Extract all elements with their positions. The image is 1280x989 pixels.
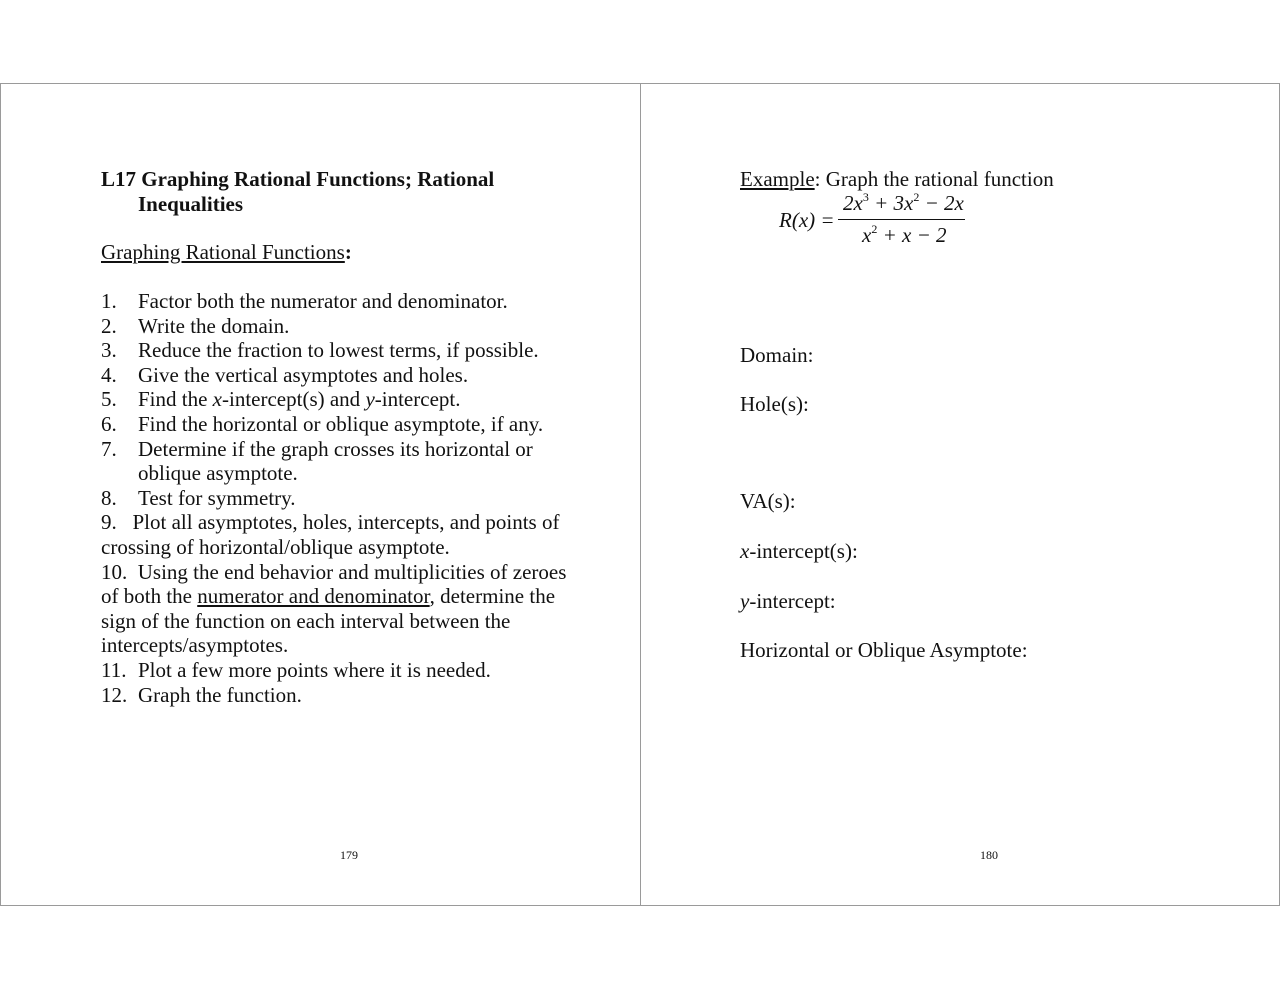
- step-number: 11.: [101, 657, 127, 682]
- underlined-phrase: numerator and denominator: [197, 584, 430, 609]
- section-heading-colon: :: [344, 240, 352, 264]
- step-number: 6.: [101, 411, 117, 436]
- step-text: Plot a few more points where it is needed.: [138, 657, 491, 682]
- y-variable: y: [740, 589, 750, 613]
- steps-list: [101, 289, 581, 707]
- step-text: Give the vertical asymptotes and holes.: [138, 362, 469, 387]
- domain-label: Domain:: [740, 343, 814, 367]
- term: + 3x: [868, 191, 914, 215]
- step-text: Write the domain.: [138, 313, 290, 338]
- y-intercept-label: [740, 589, 836, 614]
- step-number: 7.: [101, 436, 117, 461]
- term: − 2x: [919, 191, 964, 215]
- step-number: 5.: [101, 387, 117, 412]
- list-item: [101, 338, 581, 363]
- lesson-title: [101, 167, 494, 217]
- formula-lhs: R(x) =: [779, 208, 835, 232]
- title-line-1: L17 Graphing Rational Functions; Rational: [101, 167, 495, 191]
- list-item: [101, 314, 581, 339]
- exponent: 2: [913, 190, 920, 204]
- x-intercepts-text: -intercept(s):: [749, 539, 858, 563]
- page-number: 179: [340, 848, 358, 862]
- y-variable: y: [365, 387, 375, 412]
- step-number: 10.: [101, 559, 128, 584]
- x-variable: x: [212, 387, 222, 412]
- formula-numerator: [843, 190, 964, 216]
- list-item: [101, 658, 581, 683]
- section-heading: [101, 240, 352, 265]
- step-number: 3.: [101, 338, 117, 363]
- fraction-bar: [838, 219, 965, 220]
- step-number: 9.: [101, 510, 117, 535]
- step-text-part: Using the end behavior and multiplicities of zeroes of both the: [101, 559, 567, 609]
- step-text: Graph the function.: [138, 682, 302, 707]
- book-spread: [0, 83, 1280, 906]
- list-item: [101, 289, 581, 314]
- step-text-part: -intercept(s) and: [222, 387, 366, 412]
- list-item: [101, 363, 581, 388]
- asymptote-label: Horizontal or Oblique Asymptote:: [740, 638, 1028, 662]
- x-intercepts-label: [740, 539, 858, 564]
- example-text: : Graph the rational function: [814, 167, 1054, 191]
- right-page: [641, 84, 1279, 905]
- holes-label: Hole(s):: [740, 392, 809, 416]
- step-text: Reduce the fraction to lowest terms, if possible.: [138, 338, 539, 363]
- list-item: [101, 486, 581, 511]
- page-number: 180: [980, 848, 998, 862]
- term: x: [862, 223, 872, 247]
- step-number: 2.: [101, 313, 117, 338]
- step-text-part: -intercept.: [374, 387, 461, 412]
- step-text: Factor both the numerator and denominator.: [138, 289, 508, 313]
- step-text: [138, 387, 460, 412]
- term: 2x: [843, 191, 863, 215]
- step-number: 4.: [101, 362, 117, 387]
- step-text-part: , determine the sign of the function on each interval between the intercepts/asymptotes.: [101, 584, 556, 658]
- rational-function-formula: [779, 192, 979, 248]
- example-heading: [740, 167, 1054, 192]
- list-item: [101, 510, 581, 559]
- step-number: 12.: [101, 682, 128, 707]
- section-heading-text: Graphing Rational Functions: [101, 240, 345, 264]
- left-page: [1, 84, 640, 905]
- step-number: 1.: [101, 289, 117, 313]
- list-item: [101, 560, 581, 658]
- title-line-2: Inequalities: [138, 192, 244, 216]
- exponent: 3: [862, 190, 869, 204]
- term: + x − 2: [877, 223, 947, 247]
- step-text: Find the horizontal or oblique asymptote, if any.: [138, 411, 544, 436]
- formula-denominator: [862, 222, 947, 248]
- va-label: VA(s):: [740, 489, 796, 513]
- list-item: [101, 683, 581, 708]
- step-text: Determine if the graph crosses its horizontal or oblique asymptote.: [138, 436, 533, 486]
- example-label: Example: [740, 167, 815, 191]
- list-item: [101, 412, 581, 437]
- step-text: Test for symmetry.: [138, 485, 296, 510]
- y-intercept-text: -intercept:: [749, 589, 836, 613]
- exponent: 2: [871, 222, 878, 236]
- step-text-part: Find the: [138, 387, 213, 412]
- step-number: 8.: [101, 485, 117, 510]
- list-item: [101, 387, 581, 412]
- list-item: [101, 437, 581, 486]
- x-variable: x: [740, 539, 750, 563]
- step-text: Plot all asymptotes, holes, intercepts, and points of crossing of horizontal/oblique asymptote.: [101, 510, 560, 559]
